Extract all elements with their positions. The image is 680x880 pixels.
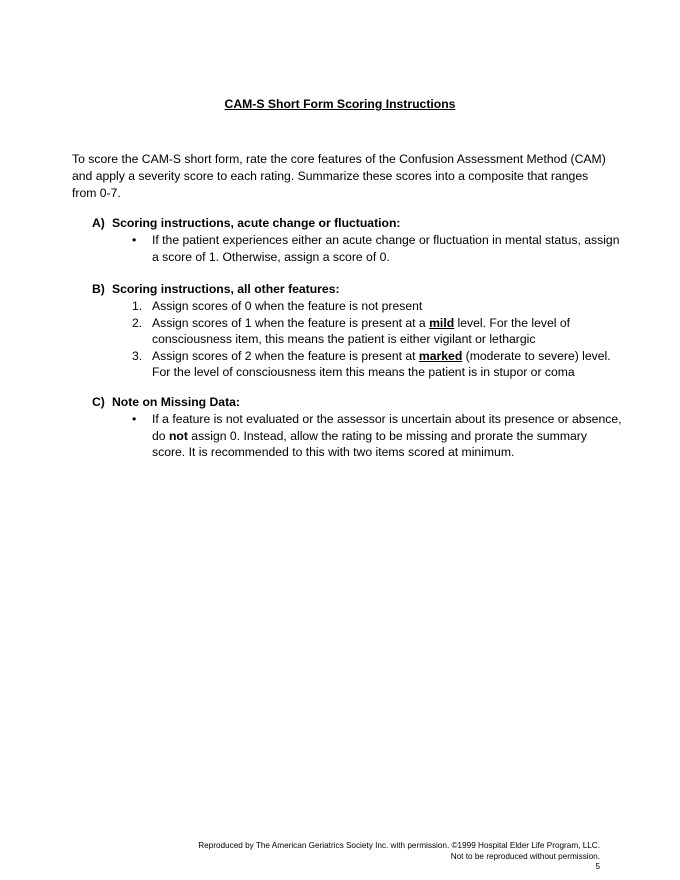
section-b-item1-text: Assign scores of 0 when the feature is not present: [152, 299, 423, 313]
page-number: 5: [595, 862, 600, 871]
list-item: [92, 315, 622, 348]
section-a-heading-text: Scoring instructions, acute change or fluctuation:: [112, 216, 401, 230]
section-b-heading: [92, 281, 622, 298]
list-item: [92, 298, 622, 315]
section-a-heading: [92, 215, 622, 232]
list-item: [92, 232, 622, 265]
list-item: [92, 411, 622, 461]
section-b-item3-emph: marked: [418, 348, 463, 363]
list-number: 2.: [132, 315, 143, 330]
section-b-item2-pre: Assign scores of 1 when the feature is present at a: [152, 315, 430, 330]
section-a: [92, 215, 622, 265]
section-a-letter: A): [92, 216, 105, 230]
section-c: [92, 394, 622, 461]
section-c-item-pre: If a feature is not evaluated or the assessor is uncertain about its presence or absence, do: [152, 412, 622, 443]
bullet-icon: •: [132, 412, 137, 426]
section-c-heading: [92, 394, 622, 411]
footer-notice: Not to be reproduced without permission.: [450, 851, 600, 861]
section-b-item3-post: (moderate to severe) level. For the level of consciousness item this means the patient is in stupor or coma: [152, 348, 611, 379]
section-b-heading-text: Scoring instructions, all other features:: [112, 282, 340, 296]
section-b: [92, 281, 622, 381]
section-c-item-emph: not: [168, 428, 188, 443]
footer: [100, 841, 600, 873]
section-a-item-text: If the patient experiences either an acute change or fluctuation in mental status, assign a score of 1. Otherwise, assign a score of 0.: [152, 233, 620, 264]
list-number: 3.: [132, 348, 143, 363]
intro-paragraph: To score the CAM-S short form, rate the core features of the Confusion Assessment Method (CAM) and apply a severity score to each rating. Summarize these scores into a composite that ranges from 0-7.: [72, 152, 606, 200]
section-b-item2-emph: mild: [429, 315, 455, 330]
section-b-item3-pre: Assign scores of 2 when the feature is present at: [152, 348, 419, 363]
list-number: 1.: [132, 299, 143, 313]
section-b-item2-post: level. For the level of consciousness item, this means the patient is either vigilant or lethargic: [152, 315, 570, 346]
footer-copyright: Reproduced by The American Geriatrics Society Inc. with permission. ©1999 Hospital Elder Life Program, LLC.: [198, 841, 600, 850]
section-b-letter: B): [92, 282, 105, 296]
section-c-letter: C): [92, 395, 105, 409]
section-c-heading-text: Note on Missing Data:: [112, 395, 240, 409]
list-item: [92, 348, 622, 381]
page-title: CAM-S Short Form Scoring Instructions: [224, 97, 456, 111]
bullet-icon: •: [132, 233, 137, 247]
section-c-item-post: assign 0. Instead, allow the rating to be missing and prorate the summary score. It is recommended to this with two items scored at minimum.: [152, 428, 587, 459]
